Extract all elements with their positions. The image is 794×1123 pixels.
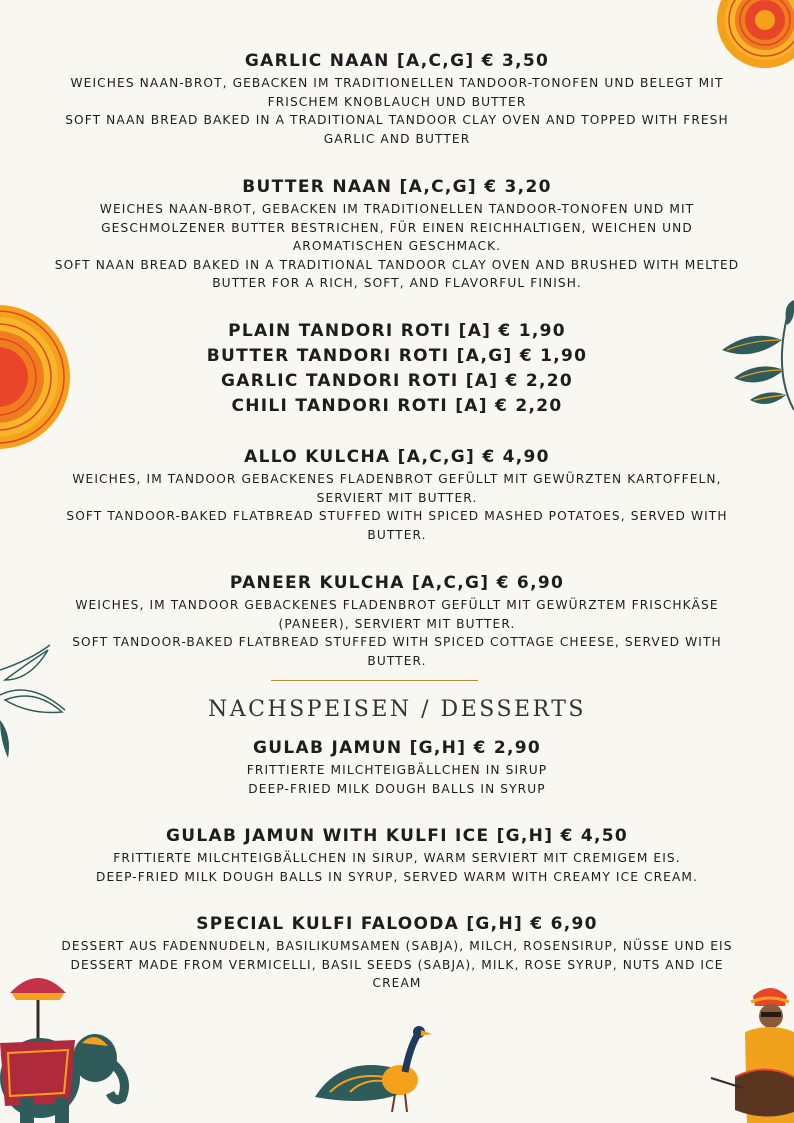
desc-line: SOFT TANDOOR-BAKED FLATBREAD STUFFED WITH SPICED MASHED POTATOES, SERVED WITH <box>66 509 728 523</box>
item-title: SPECIAL KULFI FALOODA [G,H] € 6,90 <box>196 914 598 934</box>
item-title: GULAB JAMUN WITH KULFI ICE [G,H] € 4,50 <box>166 826 628 846</box>
desc-line: WEICHES, IM TANDOOR GEBACKENES FLADENBROT GEFÜLLT MIT GEWÜRZTEN KARTOFFELN, <box>72 472 722 486</box>
item-title: GULAB JAMUN [G,H] € 2,90 <box>253 738 541 758</box>
desc-line: FRITTIERTE MILCHTEIGBÄLLCHEN IN SIRUP, WARM SERVIERT MIT CREMIGEM EIS. <box>113 851 681 865</box>
item-description <box>0 596 794 670</box>
desc-line: FRITTIERTE MILCHTEIGBÄLLCHEN IN SIRUP <box>246 763 548 777</box>
roti-item: PLAIN TANDORI ROTI [A] € 1,90 <box>228 321 566 341</box>
desc-line: DESSERT MADE FROM VERMICELLI, BASIL SEEDS (SABJA), MILK, ROSE SYRUP, NUTS AND ICE <box>70 957 724 972</box>
desc-line: (PANEER), SERVIERT MIT BUTTER. <box>278 616 516 631</box>
item-title: BUTTER NAAN [A,C,G] € 3,20 <box>242 177 552 197</box>
dessert-gulab-jamun-kulfi <box>0 825 794 886</box>
desserts-heading: NACHSPEISEN / DESSERTS <box>208 697 586 722</box>
menu-item-paneer-kulcha <box>0 572 794 670</box>
desc-line: SERVIERT MIT BUTTER. <box>316 490 478 505</box>
section-divider <box>271 680 478 681</box>
menu-item-garlic-naan <box>0 50 794 148</box>
desc-line: GESCHMOLZENER BUTTER BESTRICHEN, FÜR EINEN REICHHALTIGEN, WEICHEN UND <box>101 220 693 235</box>
item-description <box>0 849 794 886</box>
desc-line: FRISCHEM KNOBLAUCH UND BUTTER <box>267 94 527 109</box>
desc-line: DEEP-FRIED MILK DOUGH BALLS IN SYRUP, SERVED WARM WITH CREAMY ICE CREAM. <box>96 869 698 884</box>
roti-item: GARLIC TANDORI ROTI [A] € 2,20 <box>221 371 573 391</box>
desc-line: DEEP-FRIED MILK DOUGH BALLS IN SYRUP <box>248 781 546 796</box>
desc-line: BUTTER. <box>367 653 427 668</box>
desc-line: SOFT TANDOOR-BAKED FLATBREAD STUFFED WITH SPICED COTTAGE CHEESE, SERVED WITH <box>72 635 722 649</box>
desc-line: CREAM <box>372 976 422 990</box>
item-title: ALLO KULCHA [A,C,G] € 4,90 <box>244 447 550 467</box>
desc-line: WEICHES, IM TANDOOR GEBACKENES FLADENBROT GEFÜLLT MIT GEWÜRZTEM FRISCHKÄSE <box>75 598 719 612</box>
desc-line: DESSERT AUS FADENNUDELN, BASILIKUMSAMEN (SABJA), MILCH, ROSENSIRUP, NÜSSE UND EIS <box>61 939 733 953</box>
desc-line: AROMATISCHEN GESCHMACK. <box>292 239 502 253</box>
drummer-icon <box>705 982 794 1123</box>
desc-line: SOFT NAAN BREAD BAKED IN A TRADITIONAL TANDOOR CLAY OVEN AND TOPPED WITH FRESH <box>65 113 729 127</box>
dessert-kulfi-falooda <box>0 913 794 993</box>
item-title: PANEER KULCHA [A,C,G] € 6,90 <box>229 573 565 593</box>
item-description <box>0 761 794 798</box>
item-description <box>0 937 794 993</box>
desc-line: WEICHES NAAN-BROT, GEBACKEN IM TRADITIONELLEN TANDOOR-TONOFEN UND MIT <box>99 202 695 216</box>
desc-line: SOFT NAAN BREAD BAKED IN A TRADITIONAL TANDOOR CLAY OVEN AND BRUSHED WITH MELTED <box>54 257 740 272</box>
roti-list <box>0 319 794 419</box>
roti-item: BUTTER TANDORI ROTI [A,G] € 1,90 <box>206 346 588 366</box>
item-description <box>0 470 794 544</box>
menu-item-butter-naan <box>0 176 794 293</box>
item-title: GARLIC NAAN [A,C,G] € 3,50 <box>244 51 550 71</box>
menu-item-allo-kulcha <box>0 446 794 544</box>
desc-line: GARLIC AND BUTTER <box>323 131 471 146</box>
item-description <box>0 200 794 293</box>
desc-line: BUTTER FOR A RICH, SOFT, AND FLAVORFUL FINISH. <box>212 276 582 290</box>
roti-item: CHILI TANDORI ROTI [A] € 2,20 <box>231 396 563 416</box>
desc-line: WEICHES NAAN-BROT, GEBACKEN IM TRADITIONELLEN TANDOOR-TONOFEN UND BELEGT MIT <box>70 76 724 90</box>
item-description <box>0 74 794 148</box>
desc-line: BUTTER. <box>367 527 427 542</box>
peacock-icon <box>310 1022 435 1117</box>
dessert-gulab-jamun <box>0 737 794 798</box>
